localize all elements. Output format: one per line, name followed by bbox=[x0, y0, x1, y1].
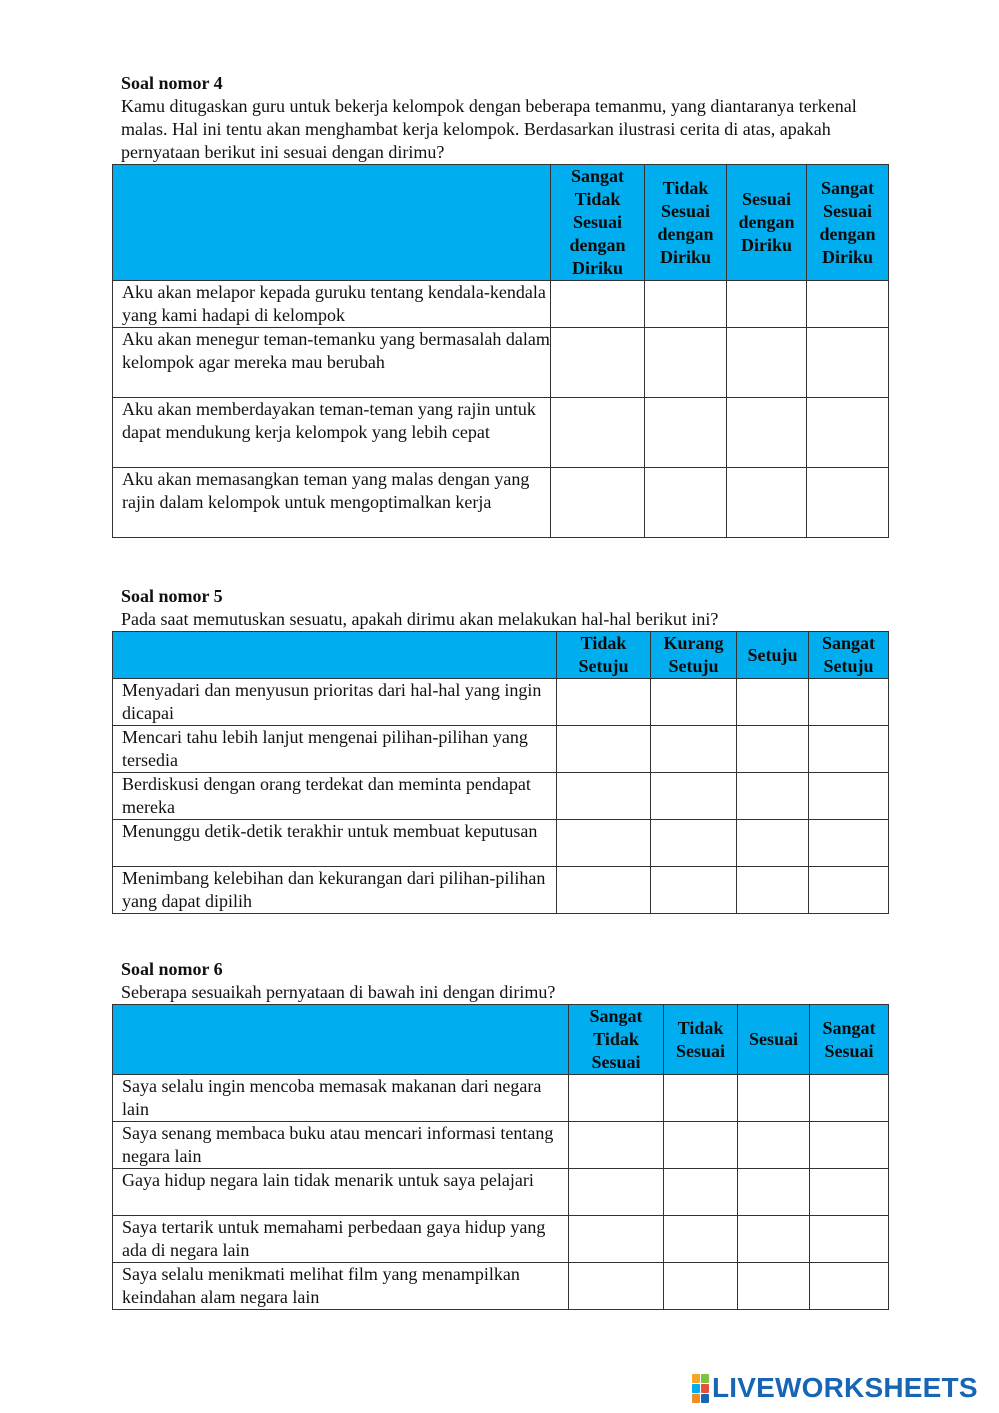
logo-text: LIVEWORKSHEETS bbox=[712, 1372, 978, 1403]
answer-cell[interactable] bbox=[809, 867, 889, 914]
answer-cell[interactable] bbox=[737, 867, 809, 914]
table-row bbox=[113, 1122, 889, 1169]
answer-cell[interactable] bbox=[738, 1075, 810, 1122]
answer-cell[interactable] bbox=[738, 1169, 810, 1216]
statement-text: Menunggu detik-detik terakhir untuk membuat keputusan bbox=[113, 820, 557, 867]
table-row bbox=[113, 468, 889, 538]
question-5-table bbox=[112, 631, 889, 914]
logo-square bbox=[701, 1384, 709, 1393]
header-option: Sangat Tidak Sesuai bbox=[569, 1005, 664, 1075]
header-option: Tidak Setuju bbox=[557, 632, 651, 679]
answer-cell[interactable] bbox=[557, 820, 651, 867]
statement-text: Saya selalu ingin mencoba memasak makanan dari negara lain bbox=[113, 1075, 569, 1122]
header-option: Sesuai dengan Diriku bbox=[727, 165, 807, 281]
liveworksheets-logo bbox=[692, 1372, 978, 1404]
answer-cell[interactable] bbox=[807, 398, 889, 468]
question-5-text: Pada saat memutuskan sesuatu, apakah dirimu akan melakukan hal-hal berikut ini? bbox=[121, 609, 719, 629]
answer-cell[interactable] bbox=[651, 820, 737, 867]
statement-text: Mencari tahu lebih lanjut mengenai pilihan-pilihan yang tersedia bbox=[113, 726, 557, 773]
answer-cell[interactable] bbox=[727, 398, 807, 468]
answer-cell[interactable] bbox=[809, 773, 889, 820]
table-row bbox=[113, 1263, 889, 1310]
statement-text: Aku akan menegur teman-temanku yang bermasalah dalam kelompok agar mereka mau berubah bbox=[113, 328, 551, 398]
answer-cell[interactable] bbox=[664, 1263, 738, 1310]
statement-text: Saya tertarik untuk memahami perbedaan gaya hidup yang ada di negara lain bbox=[113, 1216, 569, 1263]
answer-cell[interactable] bbox=[557, 867, 651, 914]
answer-cell[interactable] bbox=[807, 281, 889, 328]
logo-square bbox=[692, 1374, 700, 1383]
answer-cell[interactable] bbox=[664, 1075, 738, 1122]
question-4-text: Kamu ditugaskan guru untuk bekerja kelompok dengan beberapa temanmu, yang diantaranya terkenal malas. Hal ini tentu akan menghambat kerja kelompok. Berdasarkan ilustrasi cerita di atas, apakah pernyataan berikut ini sesuai dengan dirimu? bbox=[121, 96, 857, 162]
statement-text: Menyadari dan menyusun prioritas dari hal-hal yang ingin dicapai bbox=[113, 679, 557, 726]
answer-cell[interactable] bbox=[809, 679, 889, 726]
answer-cell[interactable] bbox=[664, 1169, 738, 1216]
statement-text: Aku akan memasangkan teman yang malas dengan yang rajin dalam kelompok untuk mengoptimalkan kerja bbox=[113, 468, 551, 538]
question-4-title: Soal nomor 4 bbox=[121, 73, 223, 93]
answer-cell[interactable] bbox=[809, 820, 889, 867]
header-option: Sangat Tidak Sesuai dengan Diriku bbox=[551, 165, 645, 281]
answer-cell[interactable] bbox=[569, 1216, 664, 1263]
answer-cell[interactable] bbox=[807, 468, 889, 538]
answer-cell[interactable] bbox=[551, 328, 645, 398]
table-row bbox=[113, 773, 889, 820]
answer-cell[interactable] bbox=[569, 1075, 664, 1122]
question-6-section bbox=[112, 958, 888, 1310]
logo-square bbox=[701, 1374, 709, 1383]
header-blank bbox=[113, 165, 551, 281]
logo-square bbox=[692, 1384, 700, 1393]
answer-cell[interactable] bbox=[551, 468, 645, 538]
answer-cell[interactable] bbox=[738, 1216, 810, 1263]
answer-cell[interactable] bbox=[645, 328, 727, 398]
table-header-row bbox=[113, 165, 889, 281]
answer-cell[interactable] bbox=[738, 1263, 810, 1310]
header-option: Sesuai bbox=[738, 1005, 810, 1075]
question-4-table bbox=[112, 164, 889, 538]
answer-cell[interactable] bbox=[557, 726, 651, 773]
answer-cell[interactable] bbox=[737, 726, 809, 773]
answer-cell[interactable] bbox=[727, 328, 807, 398]
statement-text: Saya selalu menikmati melihat film yang menampilkan keindahan alam negara lain bbox=[113, 1263, 569, 1310]
answer-cell[interactable] bbox=[551, 398, 645, 468]
header-option: Sangat Sesuai bbox=[810, 1005, 889, 1075]
table-row bbox=[113, 281, 889, 328]
table-row bbox=[113, 398, 889, 468]
question-6-title: Soal nomor 6 bbox=[121, 959, 223, 979]
answer-cell[interactable] bbox=[569, 1122, 664, 1169]
header-option: Tidak Sesuai dengan Diriku bbox=[645, 165, 727, 281]
liveworksheets-logo-icon bbox=[692, 1374, 708, 1402]
table-row bbox=[113, 328, 889, 398]
table-row bbox=[113, 1075, 889, 1122]
header-blank bbox=[113, 632, 557, 679]
answer-cell[interactable] bbox=[737, 773, 809, 820]
table-row bbox=[113, 726, 889, 773]
table-header-row bbox=[113, 632, 889, 679]
statement-text: Menimbang kelebihan dan kekurangan dari pilihan-pilihan yang dapat dipilih bbox=[113, 867, 557, 914]
answer-cell[interactable] bbox=[727, 468, 807, 538]
header-option: Tidak Sesuai bbox=[664, 1005, 738, 1075]
answer-cell[interactable] bbox=[651, 773, 737, 820]
answer-cell[interactable] bbox=[664, 1122, 738, 1169]
table-row bbox=[113, 679, 889, 726]
answer-cell[interactable] bbox=[738, 1122, 810, 1169]
answer-cell[interactable] bbox=[645, 281, 727, 328]
header-option: Sangat Setuju bbox=[809, 632, 889, 679]
answer-cell[interactable] bbox=[737, 679, 809, 726]
table-row bbox=[113, 867, 889, 914]
answer-cell[interactable] bbox=[810, 1122, 889, 1169]
question-5-title: Soal nomor 5 bbox=[121, 586, 223, 606]
logo-square bbox=[692, 1394, 700, 1403]
answer-cell[interactable] bbox=[557, 679, 651, 726]
table-row bbox=[113, 1169, 889, 1216]
statement-text: Berdiskusi dengan orang terdekat dan meminta pendapat mereka bbox=[113, 773, 557, 820]
question-6-text: Seberapa sesuaikah pernyataan di bawah ini dengan dirimu? bbox=[121, 982, 556, 1002]
question-5-section bbox=[112, 585, 888, 914]
answer-cell[interactable] bbox=[809, 726, 889, 773]
answer-cell[interactable] bbox=[737, 820, 809, 867]
answer-cell[interactable] bbox=[727, 281, 807, 328]
answer-cell[interactable] bbox=[651, 679, 737, 726]
answer-cell[interactable] bbox=[651, 726, 737, 773]
answer-cell[interactable] bbox=[645, 398, 727, 468]
statement-text: Gaya hidup negara lain tidak menarik untuk saya pelajari bbox=[113, 1169, 569, 1216]
logo-square bbox=[701, 1394, 709, 1403]
answer-cell[interactable] bbox=[551, 281, 645, 328]
header-option: Sangat Sesuai dengan Diriku bbox=[807, 165, 889, 281]
answer-cell[interactable] bbox=[810, 1075, 889, 1122]
answer-cell[interactable] bbox=[664, 1216, 738, 1263]
answer-cell[interactable] bbox=[651, 867, 737, 914]
statement-text: Saya senang membaca buku atau mencari informasi tentang negara lain bbox=[113, 1122, 569, 1169]
header-option: Setuju bbox=[737, 632, 809, 679]
answer-cell[interactable] bbox=[810, 1216, 889, 1263]
answer-cell[interactable] bbox=[807, 328, 889, 398]
table-row bbox=[113, 820, 889, 867]
answer-cell[interactable] bbox=[810, 1263, 889, 1310]
question-4-section bbox=[112, 72, 888, 538]
table-row bbox=[113, 1216, 889, 1263]
header-option: Kurang Setuju bbox=[651, 632, 737, 679]
statement-text: Aku akan memberdayakan teman-teman yang rajin untuk dapat mendukung kerja kelompok yang lebih cepat bbox=[113, 398, 551, 468]
answer-cell[interactable] bbox=[569, 1169, 664, 1216]
answer-cell[interactable] bbox=[645, 468, 727, 538]
header-blank bbox=[113, 1005, 569, 1075]
answer-cell[interactable] bbox=[557, 773, 651, 820]
table-header-row bbox=[113, 1005, 889, 1075]
answer-cell[interactable] bbox=[569, 1263, 664, 1310]
answer-cell[interactable] bbox=[810, 1169, 889, 1216]
statement-text: Aku akan melapor kepada guruku tentang kendala-kendala yang kami hadapi di kelompok bbox=[113, 281, 551, 328]
question-6-table bbox=[112, 1004, 889, 1310]
